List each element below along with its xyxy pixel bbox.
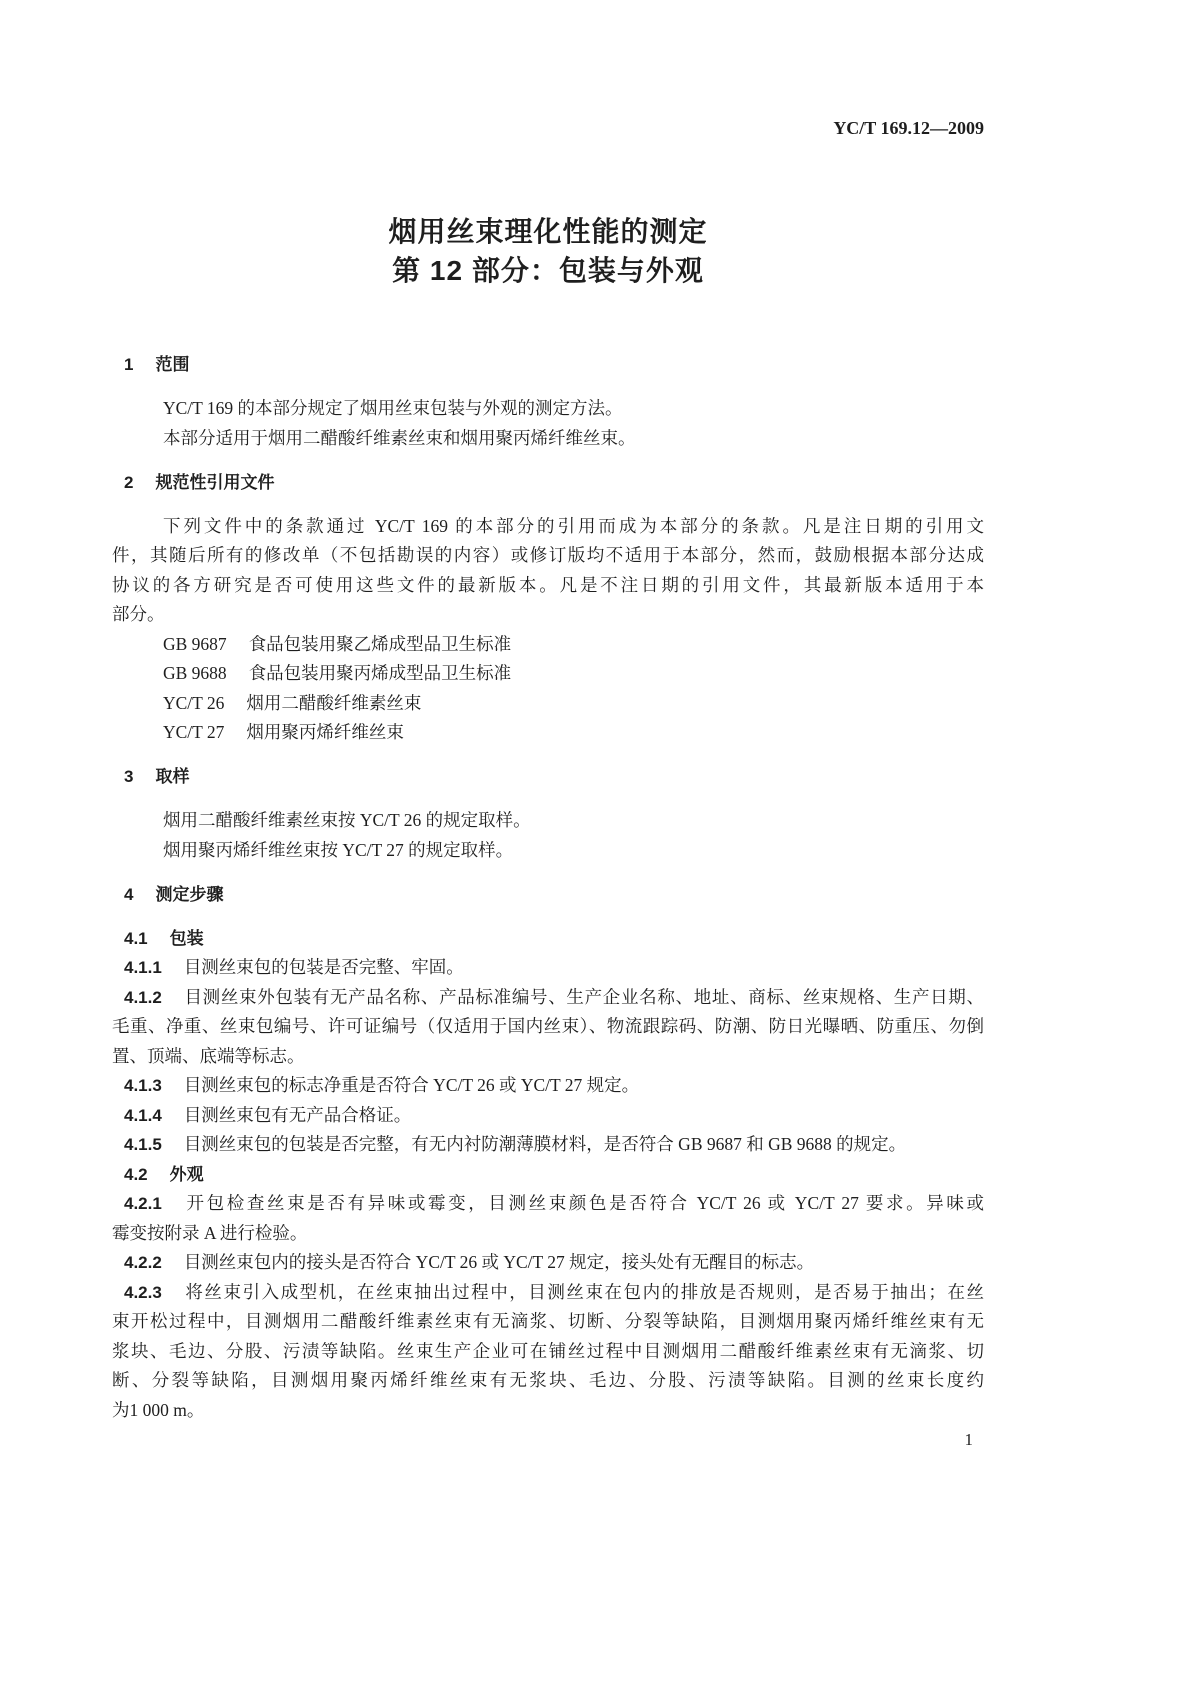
clause-4-2-1 xyxy=(112,1189,984,1219)
section-title: 取样 xyxy=(155,767,190,786)
subsection-number: 4.2 xyxy=(124,1164,148,1184)
reference-name: 食品包装用聚乙烯成型品卫生标准 xyxy=(248,633,512,654)
paragraph-line: 协议的各方研究是否可使用这些文件的最新版本。凡是不注日期的引用文件，其最新版本适用于本 xyxy=(112,574,984,595)
clause-4-1-3 xyxy=(112,1071,984,1101)
clause-number: 4.1.3 xyxy=(124,1076,162,1095)
clause-number: 4.1.1 xyxy=(124,958,162,977)
section-4-heading xyxy=(112,880,984,910)
clause-4-2-2 xyxy=(112,1248,984,1278)
clause-number: 4.1.5 xyxy=(124,1135,162,1154)
clause-text-line: 束开松过程中，目测烟用二醋酸纤维素丝束有无滴浆、切断、分裂等缺陷，目测烟用聚丙烯纤维丝束有无 xyxy=(112,1311,984,1331)
paragraph-line: 下列文件中的条款通过 YC/T 169 的本部分的引用而成为本部分的条款。凡是注日期的引用文 xyxy=(163,515,984,536)
clause-text: 目测丝束外包装有无产品名称、产品标准编号、生产企业名称、地址、商标、丝束规格、生产日期、 xyxy=(183,986,984,1007)
section-title: 规范性引用文件 xyxy=(155,472,275,492)
reference-code: YC/T 27 xyxy=(163,722,225,742)
paragraph-line: 本部分适用于烟用二醋酸纤维素丝束和烟用聚丙烯纤维丝束。 xyxy=(163,427,636,448)
clause-text: 目测丝束包的包装是否完整，有无内衬防潮薄膜材料，是否符合 GB 9687 和 GB 9688 的规定。 xyxy=(183,1134,907,1154)
clause-4-1-5 xyxy=(112,1130,984,1160)
document-body xyxy=(112,350,984,1425)
clause-text-line: 为1 000 m。 xyxy=(112,1399,205,1420)
standard-code-header: YC/T 169.12—2009 xyxy=(833,118,984,138)
clause-text-line: 置、顶端、底端等标志。 xyxy=(112,1045,305,1066)
clause-text: 目测丝束包有无产品合格证。 xyxy=(183,1104,412,1125)
reference-code: YC/T 26 xyxy=(163,692,225,713)
title-line-2: 第 12 部分：包装与外观 xyxy=(392,255,704,286)
subsection-title: 包装 xyxy=(169,928,204,948)
subsection-number: 4.1 xyxy=(124,928,148,948)
clause-4-1-2 xyxy=(112,983,984,1013)
clause-4-2-3 xyxy=(112,1278,984,1308)
reference-entry xyxy=(112,630,984,660)
section-2-heading xyxy=(112,468,984,498)
clause-text-line: 断、分裂等缺陷，目测烟用聚丙烯纤维丝束有无浆块、毛边、分股、污渍等缺陷。目测的丝束长度约 xyxy=(112,1370,984,1390)
paragraph-line: 件，其随后所有的修改单（不包括勘误的内容）或修订版均不适用于本部分，然而，鼓励根据本部分达成 xyxy=(112,545,984,565)
clause-text-line: 毛重、净重、丝束包编号、许可证编号（仅适用于国内丝束）、物流跟踪码、防潮、防日光曝晒、防重压、勿倒 xyxy=(112,1016,984,1036)
clause-text: 开包检查丝束是否有异味或霉变，目测丝束颜色是否符合 YC/T 26 或 YC/T 27 要求。异味或 xyxy=(183,1193,984,1213)
section-3-heading xyxy=(112,762,984,792)
reference-entry xyxy=(112,659,984,689)
section-title: 范围 xyxy=(155,355,190,374)
clause-text-line: 浆块、毛边、分股、污渍等缺陷。丝束生产企业可在铺丝过程中目测烟用二醋酸纤维素丝束有无滴浆、切 xyxy=(112,1340,984,1361)
paragraph-line: 部分。 xyxy=(112,604,165,624)
reference-code: GB 9688 xyxy=(163,663,227,683)
clause-number: 4.2.1 xyxy=(124,1194,162,1213)
reference-entry xyxy=(112,718,984,748)
clause-number: 4.2.3 xyxy=(124,1282,162,1302)
reference-code: GB 9687 xyxy=(163,633,227,654)
clause-text-line: 霉变按附录 A 进行检验。 xyxy=(112,1222,308,1243)
section-1-heading xyxy=(112,350,984,380)
reference-name: 烟用聚丙烯纤维丝束 xyxy=(246,722,404,742)
page-number: 1 xyxy=(964,1430,973,1449)
paragraph-line: 烟用二醋酸纤维素丝束按 YC/T 26 的规定取样。 xyxy=(163,810,531,830)
paragraph-line: YC/T 169 的本部分规定了烟用丝束包装与外观的测定方法。 xyxy=(163,398,623,418)
section-number: 3 xyxy=(124,767,134,786)
section-number: 2 xyxy=(124,472,134,492)
section-number: 1 xyxy=(124,355,134,374)
clause-text: 将丝束引入成型机，在丝束抽出过程中，目测丝束在包内的排放是否规则，是否易于抽出；在丝 xyxy=(183,1281,984,1302)
clause-4-1-4 xyxy=(112,1101,984,1131)
subsection-4-1-heading xyxy=(112,924,984,954)
paragraph-line: 烟用聚丙烯纤维丝束按 YC/T 27 的规定取样。 xyxy=(163,839,514,860)
clause-4-1-1 xyxy=(112,953,984,983)
clause-number: 4.2.2 xyxy=(124,1253,162,1272)
reference-entry xyxy=(112,689,984,719)
clause-number: 4.1.4 xyxy=(124,1105,162,1125)
title-line-1: 烟用丝束理化性能的测定 xyxy=(388,216,708,247)
section-title: 测定步骤 xyxy=(155,884,224,904)
subsection-4-2-heading xyxy=(112,1160,984,1190)
clause-text: 目测丝束包的标志净重是否符合 YC/T 26 或 YC/T 27 规定。 xyxy=(183,1075,640,1095)
reference-name: 食品包装用聚丙烯成型品卫生标准 xyxy=(248,663,512,683)
subsection-title: 外观 xyxy=(169,1164,204,1184)
reference-name: 烟用二醋酸纤维素丝束 xyxy=(246,692,422,713)
clause-text: 目测丝束包内的接头是否符合 YC/T 26 或 YC/T 27 规定，接头处有无醒目的标志。 xyxy=(183,1252,815,1272)
document-title xyxy=(112,212,984,290)
clause-text: 目测丝束包的包装是否完整、牢固。 xyxy=(183,957,464,977)
section-number: 4 xyxy=(124,884,134,904)
clause-number: 4.1.2 xyxy=(124,987,162,1007)
